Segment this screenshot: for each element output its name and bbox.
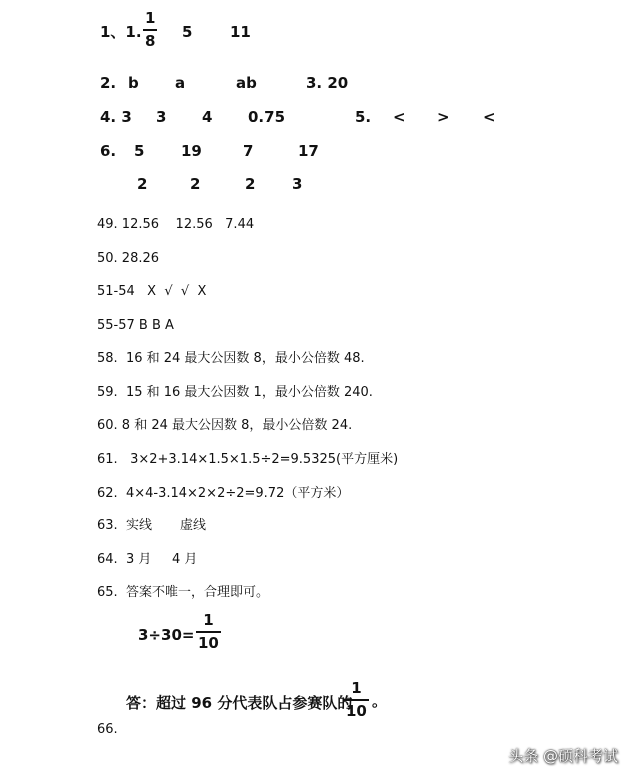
- q65-answer-numerator: 1: [351, 679, 362, 697]
- q2-value-1: b: [128, 74, 139, 92]
- fraction-bar: [143, 29, 157, 31]
- q61-answer: 61. 3×2+3.14×1.5×1.5÷2=9.5325(平方厘米): [97, 452, 399, 467]
- q65-answer-text: 答：超过 96 分代表队占参赛队的: [126, 694, 353, 712]
- q58-answer: 58. 16 和 24 最大公因数 8，最小公倍数 48.: [97, 351, 365, 366]
- q6-numerator-3: 7: [243, 142, 254, 160]
- q65-expression: 3÷30=: [138, 626, 195, 644]
- q1-denominator: 8: [145, 32, 156, 50]
- watermark: 头条 @硕科考试: [508, 747, 618, 765]
- q6-numerator-4: 17: [298, 142, 319, 160]
- q5-value-2: >: [437, 108, 450, 126]
- q1-numerator: 1: [145, 9, 156, 27]
- q66-label: 66.: [97, 722, 118, 737]
- q6-denominator-3: 2: [245, 175, 256, 193]
- q2-value-3: ab: [236, 74, 257, 92]
- q5-value-3: <: [483, 108, 496, 126]
- fraction-bar: [344, 699, 369, 701]
- q6-denominator-4: 3: [292, 175, 303, 193]
- q2-label: 2.: [100, 74, 117, 92]
- q64-label: 64. 3 月: [97, 552, 152, 567]
- q62-answer: 62. 4×4-3.14×2×2÷2=9.72（平方米）: [97, 486, 350, 501]
- q5-value-1: <: [393, 108, 406, 126]
- q55-answer: 55-57 B B A: [97, 318, 174, 333]
- q63-label: 63. 实线: [97, 518, 152, 533]
- q6-numerator-1: 5: [134, 142, 145, 160]
- q4-value-2: 3: [156, 108, 167, 126]
- q4-value-4: 0.75: [248, 108, 286, 126]
- q4-value-3: 4: [202, 108, 213, 126]
- q4-label: 4. 3: [100, 108, 132, 126]
- q64-value-2: 4 月: [172, 552, 198, 567]
- q6-denominator-1: 2: [137, 175, 148, 193]
- q65-answer-denominator: 10: [346, 702, 367, 720]
- q1-value-2: 5: [182, 23, 193, 41]
- q50-answer: 50. 28.26: [97, 251, 160, 266]
- q65-expression-fraction: [196, 613, 221, 651]
- q65-expression-numerator: 1: [203, 611, 214, 629]
- q59-answer: 59. 15 和 16 最大公因数 1，最小公倍数 240.: [97, 385, 373, 400]
- q6-label: 6.: [100, 142, 117, 160]
- q65-expression-denominator: 10: [198, 634, 219, 652]
- q6-denominator-2: 2: [190, 175, 201, 193]
- fraction-bar: [196, 631, 221, 633]
- q6-numerator-2: 19: [181, 142, 202, 160]
- q65-answer-end: 。: [372, 692, 388, 710]
- q1-value-3: 11: [230, 23, 251, 41]
- q1-label: 1、1.: [100, 23, 142, 41]
- q1-fraction: [143, 11, 157, 49]
- q60-answer: 60. 8 和 24 最大公因数 8，最小公倍数 24.: [97, 418, 353, 433]
- q63-value-2: 虚线: [180, 518, 207, 533]
- q2-value-2: a: [175, 74, 186, 92]
- q5-label: 5.: [355, 108, 372, 126]
- q3-answer: 3. 20: [306, 74, 349, 92]
- q49-answer: 49. 12.56 12.56 7.44: [97, 217, 255, 232]
- q65-answer-fraction: [344, 681, 369, 719]
- q51-answer: 51-54 X √ √ X: [97, 284, 207, 299]
- q65-label: 65. 答案不唯一，合理即可。: [97, 585, 269, 600]
